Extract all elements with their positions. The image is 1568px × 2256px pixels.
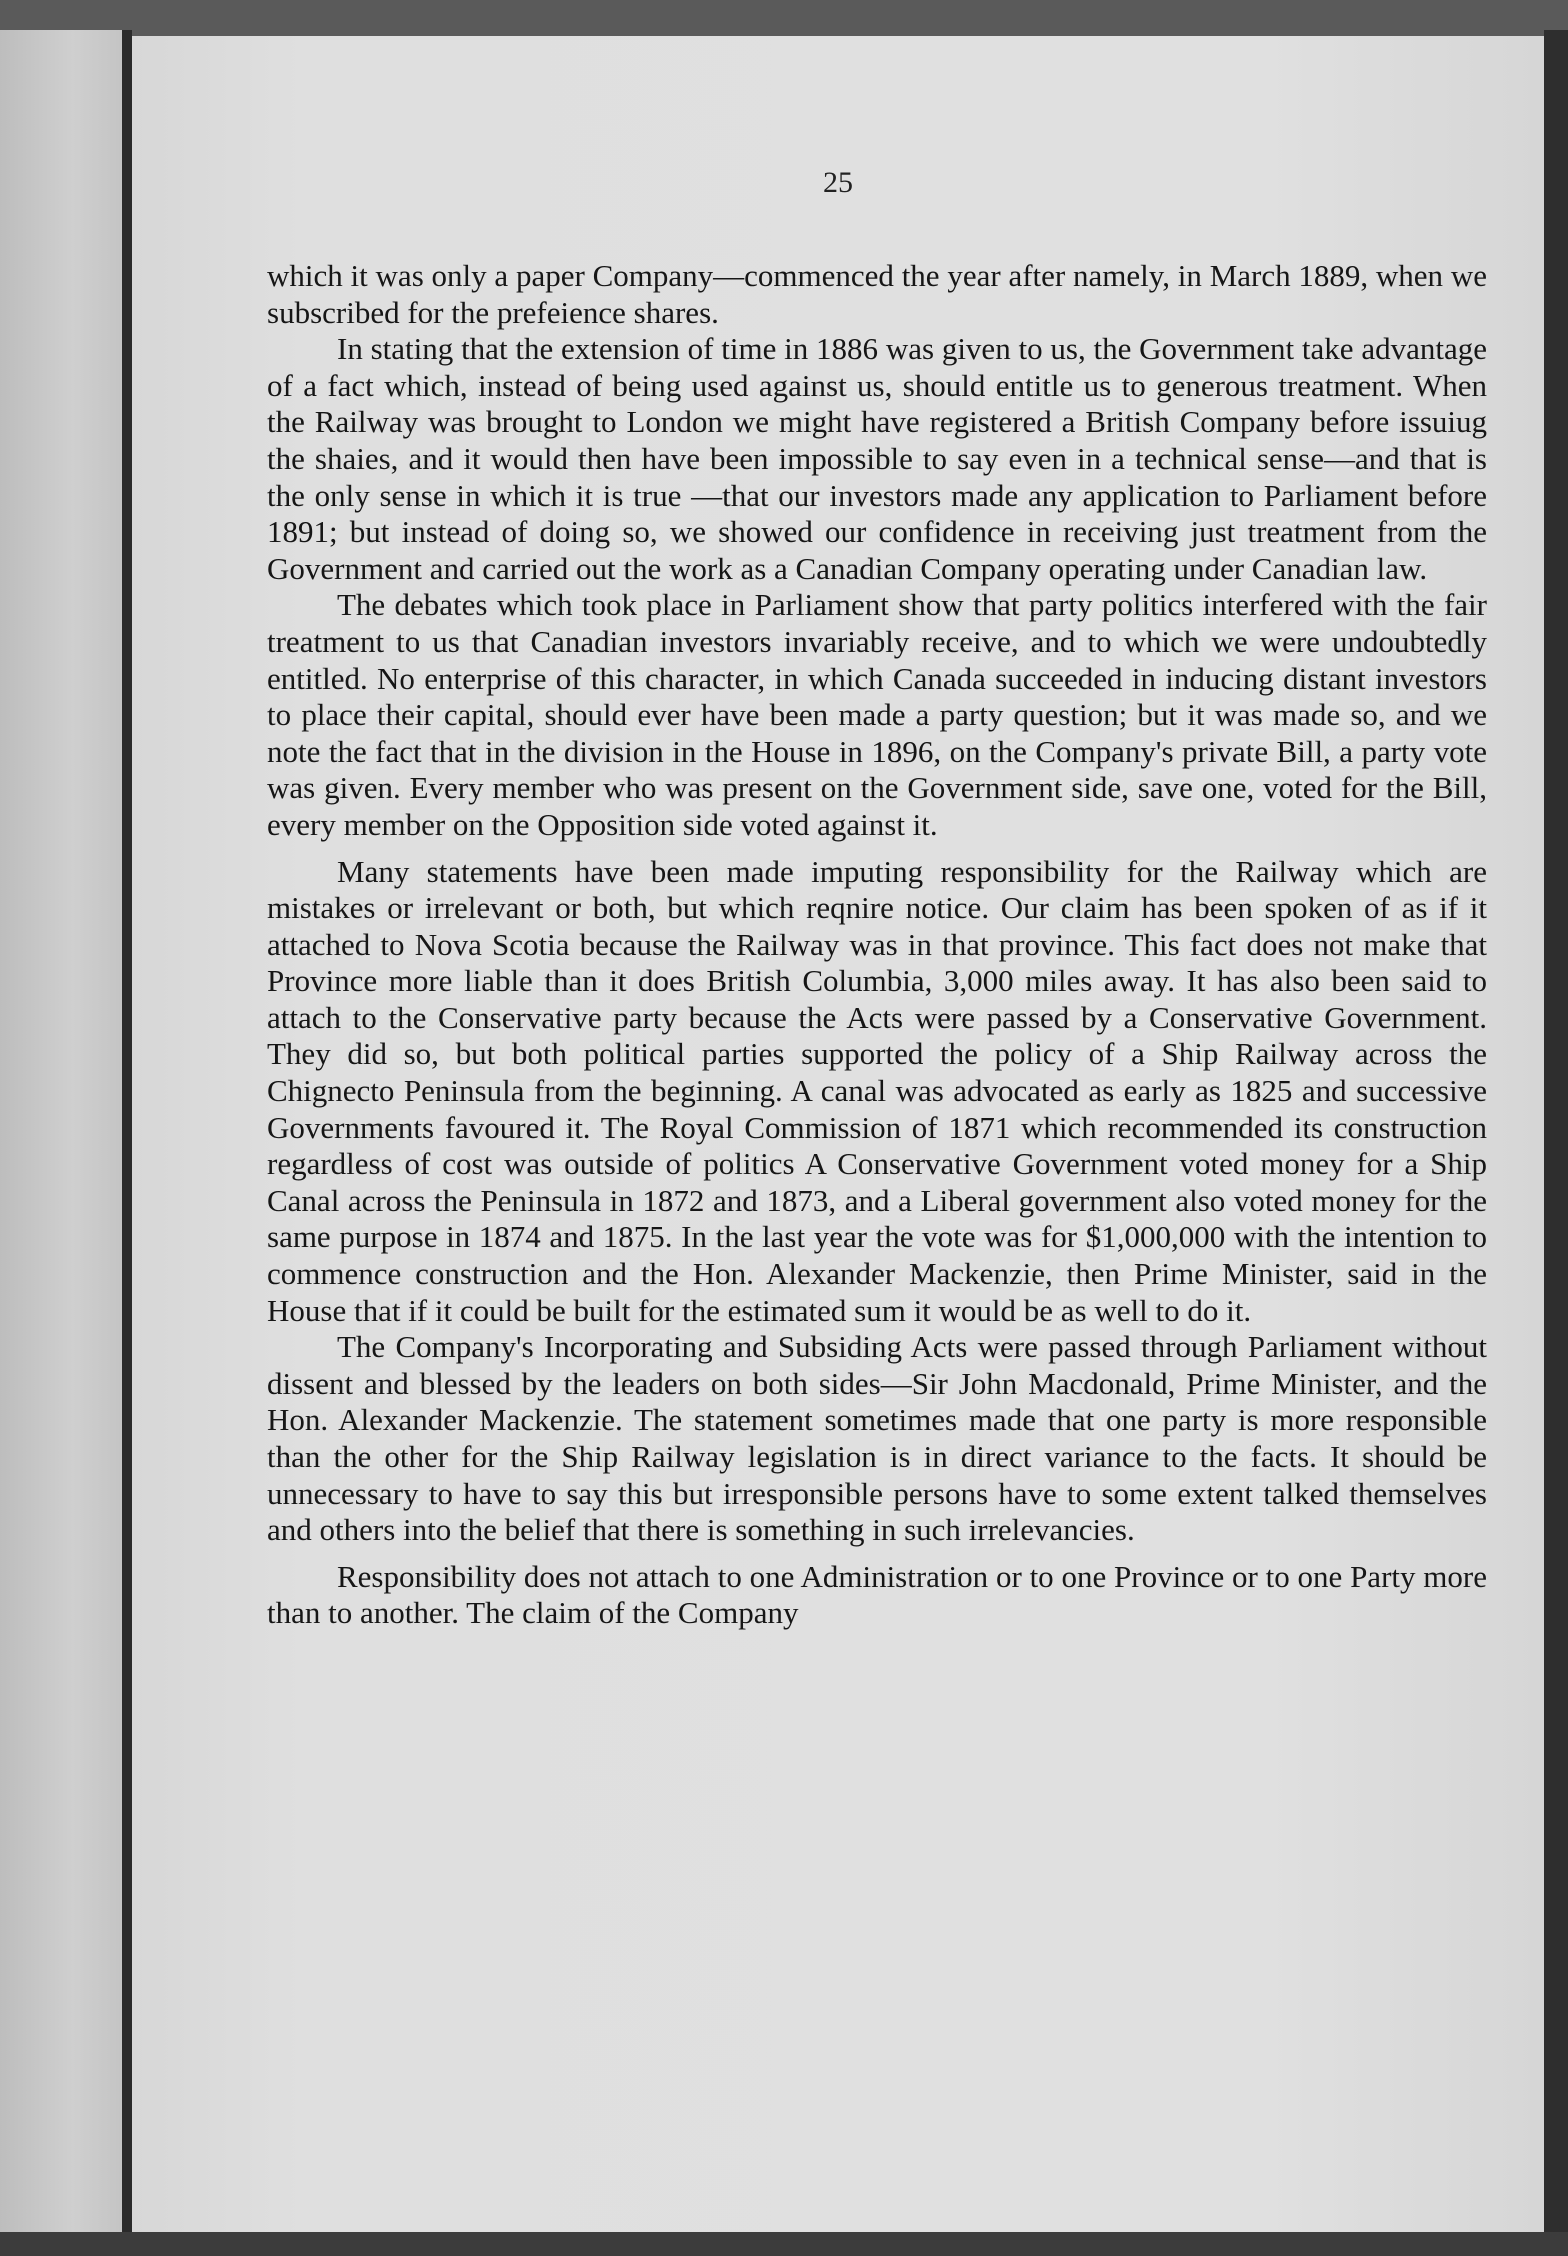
scanner-background-top: [0, 0, 1568, 36]
scanner-background-right: [1544, 30, 1568, 2235]
paragraph-5: The Company's Incorporating and Subsiding Acts were passed through Parliament without dissent and blessed by the leaders on both sides—Sir John Macdonald, Prime Minister, and the Hon. Alexander Mackenzie. The statement sometimes made that one party is more responsible than the other for the Ship Railway legislation is in direct variance to the facts. It should be unnecessary to have to say this but irresponsible persons have to some extent talked themselves and others into the belief that there is something in such irrelevancies.: [267, 1329, 1487, 1548]
page-body: [267, 258, 1487, 1632]
page-number: 25: [823, 166, 853, 199]
paragraph-4: Many statements have been made imputing responsibility for the Railway which are mistakes or irrelevant or both, but which reqnire notice. Our claim has been spoken of as if it attached to Nova Scotia because the Railway was in that province. This fact does not make that Province more liable than it does British Columbia, 3,000 miles away. It has also been said to attach to the Conservative party because the Acts were passed by a Conservative Government. They did so, but both political parties supported the policy of a Ship Railway across the Chignecto Peninsula from the beginning. A canal was advocated as early as 1825 and successive Governments favoured it. The Royal Commission of 1871 which recommended its construction regardless of cost was outside of politics A Conservative Government voted money for a Ship Canal across the Peninsula in 1872 and 1873, and a Liberal government also voted money for the same purpose in 1874 and 1875. In the last year the vote was for $1,000,000 with the intention to commence construction and the Hon. Alexander Mackenzie, then Prime Minister, said in the House that if it could be built for the estimated sum it would be as well to do it.: [267, 853, 1487, 1328]
book-page: [132, 36, 1544, 2232]
book-gutter: [122, 30, 132, 2235]
paragraph-3: The debates which took place in Parliament show that party politics interfered with the fair treatment to us that Canadian investors invariably receive, and to which we were undoubtedly entitled. No enterprise of this character, in which Canada succeeded in inducing distant investors to place their capital, should ever have been made a party question; but it was made so, and we note the fact that in the division in the House in 1896, on the Company's private Bill, a party vote was given. Every member who was present on the Government side, save one, voted for the Bill, every member on the Opposition side voted against it.: [267, 587, 1487, 842]
paragraph-6: Responsibility does not attach to one Administration or to one Province or to one Party more than to another. The claim of the Company: [267, 1558, 1487, 1631]
paragraph-1: which it was only a paper Company—commenced the year after namely, in March 1889, when we subscribed for the prefeience shares.: [267, 258, 1487, 330]
previous-page-edge: [0, 30, 122, 2235]
paragraph-2: In stating that the extension of time in 1886 was given to us, the Government take advantage of a fact which, instead of being used against us, should entitle us to generous treatment. When the Railway was brought to London we might have registered a British Company before issuiug the shaies, and it would then have been impossible to say even in a technical sense—and that is the only sense in which it is true —that our investors made any application to Parliament before 1891; but instead of doing so, we showed our confidence in receiving just treatment from the Government and carried out the work as a Canadian Company operating under Canadian law.: [267, 331, 1487, 586]
scanner-background-bottom: [0, 2232, 1568, 2256]
